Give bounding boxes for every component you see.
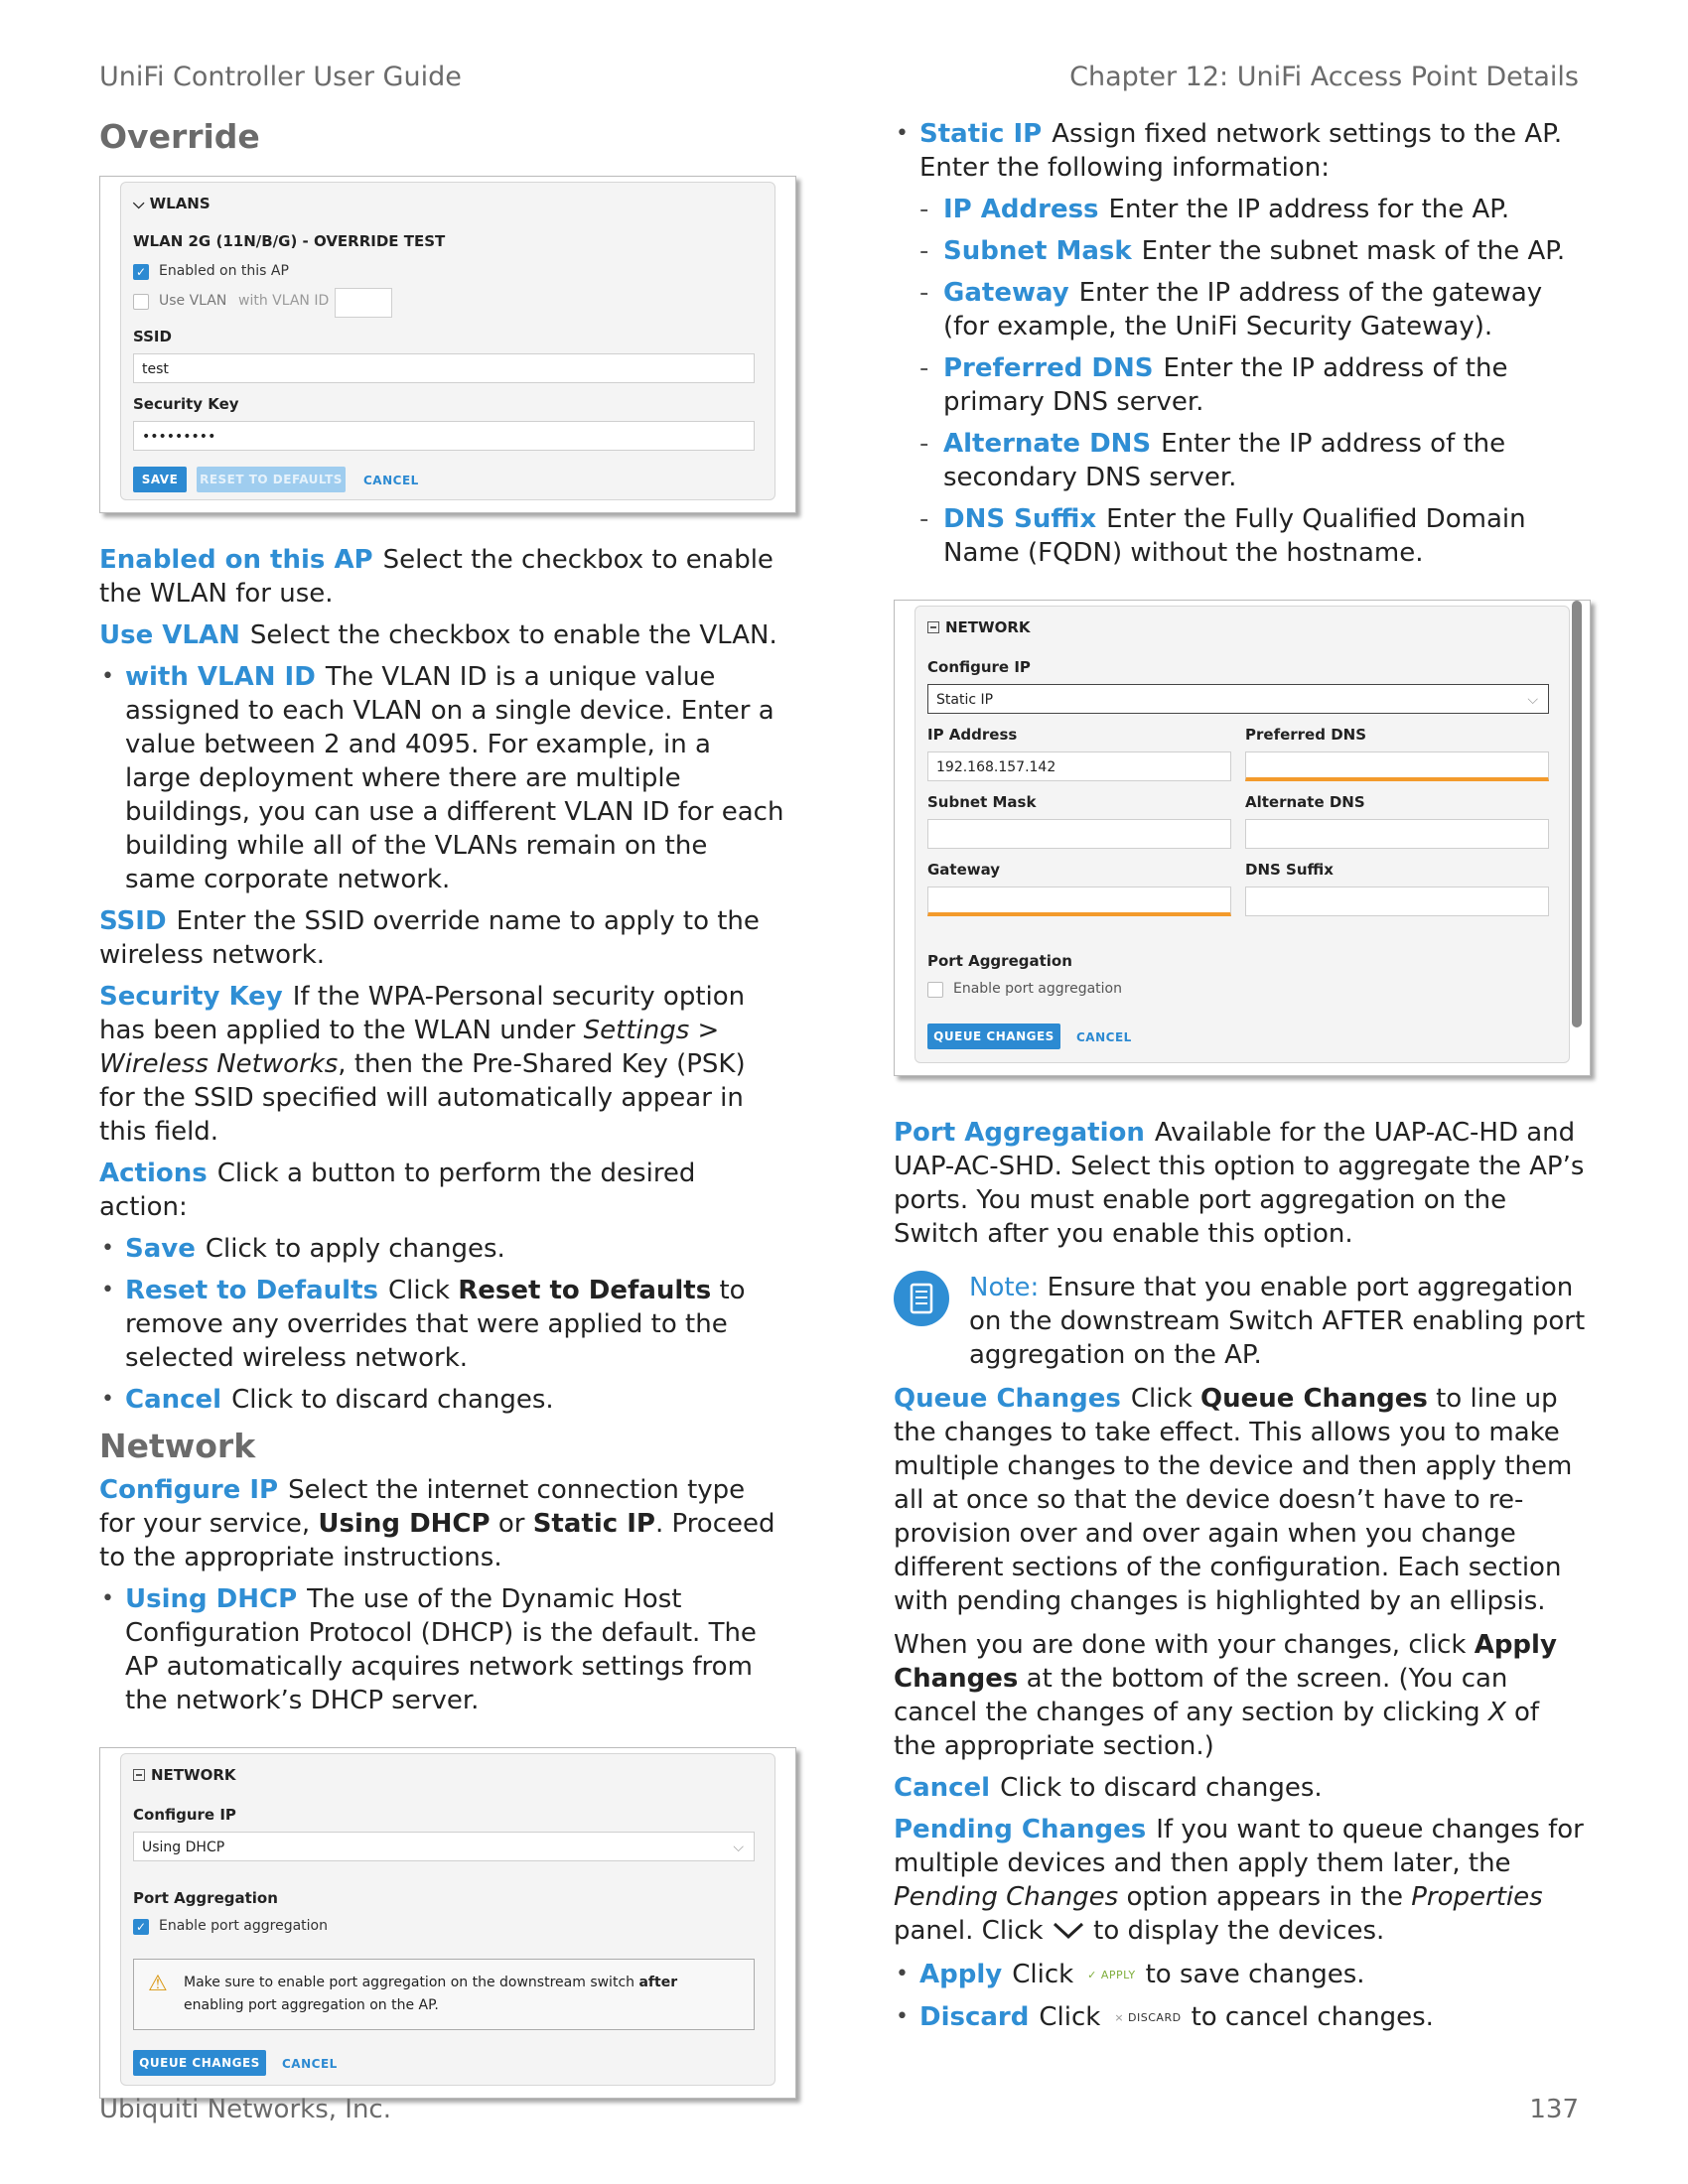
static-ip-desc: • Static IP Assign fixed network settings to the AP. Enter the following information:: [894, 117, 1589, 185]
override-heading: Override: [99, 117, 260, 156]
override-screenshot: [99, 176, 796, 513]
use-vlan-term: Use VLAN: [99, 620, 240, 650]
port-aggregation-desc: Port Aggregation Available for the UAP-AC-HD and UAP-AC-SHD. Select this option to aggregate the AP’s ports. You must enable port aggregation on the Switch after you enable this option.: [894, 1118, 1585, 1249]
with-vlan-term: with VLAN ID: [125, 662, 316, 692]
chevron-down-icon: ⌵: [1527, 692, 1538, 708]
alternate-dns-input[interactable]: [1245, 819, 1549, 849]
gateway-label: Gateway: [927, 861, 1001, 879]
note-block: [894, 1271, 1589, 1372]
security-key-term: Security Key: [99, 982, 283, 1012]
running-header-right: Chapter 12: UniFi Access Point Details: [1069, 62, 1579, 92]
network-card-static: [914, 606, 1570, 1063]
enabled-checkbox[interactable]: ✓: [133, 264, 149, 280]
right-column: [894, 117, 1589, 2035]
ssid-desc: SSID Enter the SSID override name to apply to the wireless network.: [99, 906, 760, 970]
cancel-desc: • Cancel Click to discard changes.: [99, 1383, 784, 1417]
configure-ip-label: Configure IP: [927, 658, 1031, 676]
vlan-id-input[interactable]: [335, 288, 392, 318]
security-key-desc: Security Key If the WPA-Personal security option has been applied to the WLAN under Settings > Wireless Networks, then the Pre-Shared Key (PSK) for the SSID specified will automatically appear in this field.: [99, 982, 746, 1147]
dns-suffix-input[interactable]: [1245, 887, 1549, 916]
using-dhcp-desc: • Using DHCP The use of the Dynamic Host Configuration Protocol (DHCP) is the default. The AP automatically acquires network settings from the network’s DHCP server.: [99, 1582, 784, 1717]
cancel-link[interactable]: CANCEL: [1076, 1030, 1132, 1044]
chevron-down-icon: ⌵: [733, 1840, 744, 1855]
configure-ip-label: Configure IP: [133, 1806, 236, 1824]
left-column: [99, 117, 784, 2099]
collapse-icon: [133, 1769, 145, 1781]
ip-address-input[interactable]: 192.168.157.142: [927, 751, 1231, 781]
enabled-desc: Enabled on this AP Select the checkbox to enable the WLAN for use.: [99, 545, 774, 609]
dns-suffix-label: DNS Suffix: [1245, 861, 1334, 879]
dns-suffix-desc: - DNS Suffix Enter the Fully Qualified Domain Name (FQDN) without the hostname.: [894, 502, 1589, 570]
save-desc: • Save Click to apply changes.: [99, 1232, 784, 1266]
cancel-link[interactable]: CANCEL: [282, 2057, 338, 2071]
cancel-desc: Cancel Click to discard changes.: [894, 1773, 1323, 1803]
alternate-dns-desc: - Alternate DNS Enter the IP address of the secondary DNS server.: [894, 427, 1589, 494]
warning-icon: ⚠: [148, 1972, 168, 1996]
port-aggregation-label: Port Aggregation: [133, 1889, 278, 1907]
queue-changes-desc: Queue Changes Click Queue Changes to line up the changes to take effect. This allows you to make multiple changes to the device and then apply them all at once so that the device doesn’t have to re-provision over and over again when you change different sections of the configuration. Each section with pending changes is highlighted by an ellipsis.: [894, 1384, 1573, 1616]
ip-address-desc: - IP Address Enter the IP address for the AP.: [894, 193, 1589, 226]
configure-ip-select[interactable]: Using DHCP ⌵: [133, 1832, 755, 1861]
note-icon: [894, 1271, 949, 1326]
discard-mini-button: × DISCARD: [1114, 2011, 1182, 2024]
with-vlan-label: with VLAN ID: [238, 293, 330, 309]
ssid-term: SSID: [99, 906, 167, 936]
gateway-desc: - Gateway Enter the IP address of the gateway (for example, the UniFi Security Gateway).: [894, 276, 1589, 343]
cancel-link[interactable]: CANCEL: [363, 474, 419, 487]
configure-ip-desc: Configure IP Select the internet connection type for your service, Using DHCP or Static IP. Proceed to the appropriate instructions.: [99, 1475, 775, 1572]
apply-changes-desc: When you are done with your changes, click Apply Changes at the bottom of the screen. (You can cancel the changes of any section by clicking X of the appropriate section.): [894, 1630, 1557, 1761]
use-vlan-desc: Use VLAN Select the checkbox to enable the VLAN.: [99, 620, 777, 650]
save-button[interactable]: SAVE: [133, 467, 187, 492]
ssid-label: SSID: [133, 328, 172, 345]
footer-company: Ubiquiti Networks, Inc.: [99, 2095, 391, 2124]
apply-desc: • Apply Click ✓ APPLY to save changes.: [894, 1958, 1589, 1992]
warning-text: Make sure to enable port aggregation on the downstream switch after enabling port aggregation on the AP.: [184, 1975, 678, 2013]
network-heading: Network: [99, 1427, 256, 1465]
scrollbar[interactable]: [1572, 601, 1582, 1027]
preferred-dns-label: Preferred DNS: [1245, 726, 1366, 744]
enabled-label: Enabled on this AP: [159, 263, 289, 279]
subnet-mask-label: Subnet Mask: [927, 793, 1037, 811]
collapse-icon: [927, 621, 939, 633]
enabled-term: Enabled on this AP: [99, 545, 373, 575]
wlan-title: WLAN 2G (11N/B/G) - OVERRIDE TEST: [133, 232, 446, 250]
actions-desc: Actions Click a button to perform the desired action:: [99, 1159, 696, 1222]
page-number: 137: [1529, 2095, 1579, 2124]
preferred-dns-desc: - Preferred DNS Enter the IP address of the primary DNS server.: [894, 351, 1589, 419]
wlans-section[interactable]: ⌵ WLANS: [133, 195, 211, 212]
actions-term: Actions: [99, 1159, 208, 1188]
subnet-mask-input[interactable]: [927, 819, 1231, 849]
preferred-dns-input[interactable]: [1245, 751, 1549, 781]
note-text: Note: Ensure that you enable port aggregation on the downstream Switch AFTER enabling port aggregation on the AP.: [969, 1273, 1586, 1370]
reset-desc: • Reset to Defaults Click Reset to Defaults to remove any overrides that were applied to the selected wireless network.: [99, 1274, 784, 1375]
running-header-left: UniFi Controller User Guide: [99, 62, 462, 92]
network-section[interactable]: NETWORK: [927, 618, 1031, 636]
port-aggregation-option: Enable port aggregation: [159, 1918, 328, 1934]
port-aggregation-checkbox[interactable]: [927, 982, 943, 998]
port-aggregation-label: Port Aggregation: [927, 952, 1072, 970]
wlans-card: [120, 182, 775, 500]
queue-changes-button[interactable]: QUEUE CHANGES: [927, 1024, 1060, 1049]
configure-ip-select[interactable]: Static IP ⌵: [927, 684, 1549, 714]
alternate-dns-label: Alternate DNS: [1245, 793, 1365, 811]
network-section[interactable]: NETWORK: [133, 1766, 236, 1784]
queue-changes-button[interactable]: QUEUE CHANGES: [133, 2050, 266, 2076]
gateway-input[interactable]: [927, 887, 1231, 916]
use-vlan-checkbox[interactable]: [133, 294, 149, 310]
apply-mini-button: ✓ APPLY: [1087, 1969, 1136, 1981]
ip-address-label: IP Address: [927, 726, 1018, 744]
pending-changes-desc: Pending Changes If you want to queue changes for multiple devices and then apply them later, the Pending Changes option appears in the Properties panel. Click to display the devices.: [894, 1813, 1589, 1950]
port-aggregation-option: Enable port aggregation: [953, 981, 1122, 997]
discard-desc: • Discard Click × DISCARD to cancel changes.: [894, 2000, 1589, 2035]
ssid-input[interactable]: test: [133, 353, 755, 383]
dhcp-screenshot: [99, 1747, 796, 2099]
security-key-label: Security Key: [133, 395, 239, 413]
chevron-down-icon: [1052, 1916, 1085, 1950]
subnet-mask-desc: - Subnet Mask Enter the subnet mask of the AP.: [894, 234, 1589, 268]
warning-box: [133, 1959, 755, 2030]
security-key-input[interactable]: •••••••••: [133, 421, 755, 451]
port-aggregation-checkbox[interactable]: ✓: [133, 1919, 149, 1935]
use-vlan-label: Use VLAN: [159, 293, 227, 309]
reset-to-defaults-button[interactable]: RESET TO DEFAULTS: [197, 467, 346, 492]
network-card-dhcp: [120, 1753, 775, 2086]
with-vlan-desc: • with VLAN ID The VLAN ID is a unique value assigned to each VLAN on a single device. Enter a value between 2 and 4095. For example, in a large deployment where there are multiple buildings, you can use a different VLAN ID for each building while all of the VLANs remain on the same corporate network.: [99, 660, 784, 896]
static-ip-screenshot: [894, 600, 1591, 1076]
